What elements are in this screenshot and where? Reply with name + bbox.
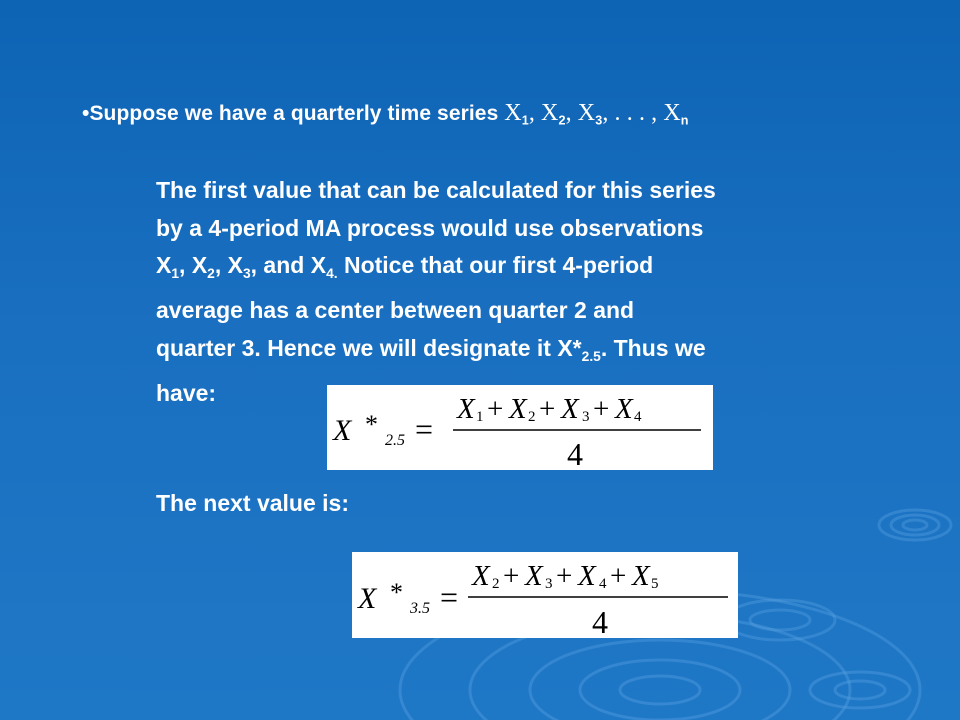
svg-text:X: X bbox=[509, 393, 527, 425]
term-subscript: 2 bbox=[528, 409, 536, 425]
svg-text:X: X bbox=[472, 560, 490, 592]
svg-text:+: + bbox=[593, 393, 610, 425]
paragraph-line: The first value that can be calculated for this series bbox=[156, 177, 716, 203]
denominator: 4 bbox=[567, 436, 583, 470]
paragraph-line: average has a center between quarter 2 and bbox=[156, 297, 635, 324]
svg-text:X: X bbox=[457, 393, 475, 425]
svg-text:X: X bbox=[561, 393, 579, 425]
equals-sign: = bbox=[415, 411, 434, 447]
term-subscript: 5 bbox=[651, 576, 659, 592]
paragraph-line: quarter 3. Hence we will designate it $X*_{2.5}$. Thus we bbox=[156, 334, 706, 364]
formula-x-3-5 bbox=[352, 552, 738, 638]
paragraph-line: $X_1$, $X_2$, $X_3$, and $X_{4.}$ Notice that our first 4-period bbox=[156, 252, 654, 281]
term-subscript: 4 bbox=[599, 576, 607, 592]
svg-text:X: X bbox=[615, 393, 633, 425]
paragraph-line: by a 4-period MA process would use observations bbox=[156, 214, 704, 241]
term-subscript: 4 bbox=[634, 409, 642, 425]
svg-text:+: + bbox=[610, 560, 627, 592]
svg-text:X: X bbox=[578, 560, 596, 592]
series-notation: $X_1$, $X_2$, $X_3$, . . . , $X_n$ bbox=[504, 100, 689, 128]
lhs-star: * bbox=[390, 578, 403, 607]
paragraph-line: have: bbox=[156, 380, 217, 407]
bullet-marker: • bbox=[82, 102, 90, 125]
lhs-subscript: 2.5 bbox=[385, 432, 405, 449]
svg-text:+: + bbox=[556, 560, 573, 592]
lhs-variable: X bbox=[358, 582, 377, 615]
bullet-text: Suppose we have a quarterly time series bbox=[89, 102, 505, 125]
svg-text:X: X bbox=[632, 560, 650, 592]
explanation-paragraph bbox=[156, 172, 856, 413]
lhs-subscript: 3.5 bbox=[410, 600, 430, 617]
term-subscript: 2 bbox=[492, 576, 500, 592]
formula-x-2-5 bbox=[327, 385, 713, 470]
lhs-variable: X bbox=[333, 414, 352, 447]
svg-text:+: + bbox=[503, 560, 520, 592]
term-subscript: 3 bbox=[545, 576, 553, 592]
equals-sign: = bbox=[440, 579, 459, 615]
bullet-point bbox=[82, 100, 689, 127]
svg-text:X: X bbox=[525, 560, 543, 592]
svg-text:+: + bbox=[539, 393, 556, 425]
next-value-heading: The next value is: bbox=[156, 490, 350, 516]
lhs-star: * bbox=[365, 410, 378, 439]
denominator: 4 bbox=[592, 604, 608, 638]
term-subscript: 1 bbox=[476, 409, 484, 425]
term-subscript: 3 bbox=[582, 409, 590, 425]
svg-text:+: + bbox=[487, 393, 504, 425]
